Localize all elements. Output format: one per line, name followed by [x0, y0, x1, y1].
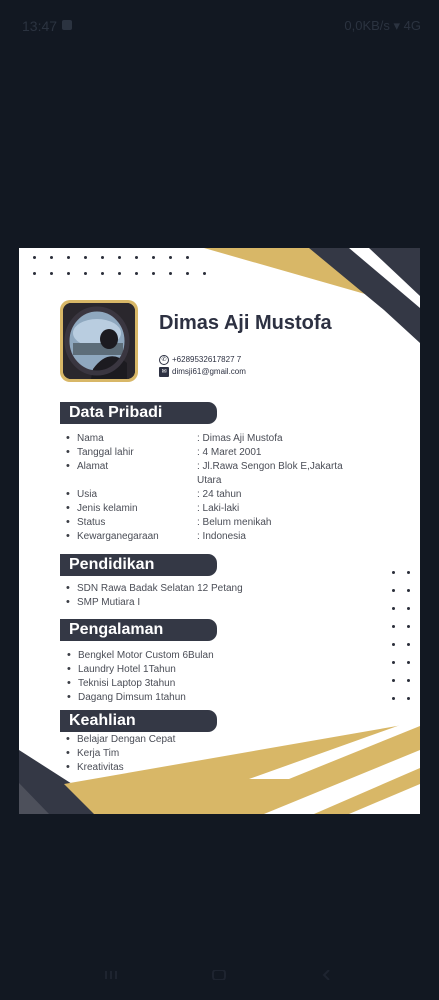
notification-icon	[62, 20, 72, 30]
navigation-bar	[0, 950, 439, 1000]
photo-illustration	[63, 303, 135, 379]
section-header-education: Pendidikan	[60, 554, 217, 576]
status-bar	[0, 0, 439, 50]
home-icon[interactable]	[212, 970, 226, 980]
list-item: • Teknisi Laptop 3tahun	[78, 678, 175, 689]
section-header-skills: Keahlian	[60, 710, 217, 732]
email-address: dimsji61@gmail.com	[172, 367, 246, 377]
recent-apps-icon[interactable]	[104, 970, 118, 980]
row-label: • Alamat	[77, 461, 108, 472]
list-item: • SDN Rawa Badak Selatan 12 Petang	[77, 583, 243, 594]
profile-photo	[60, 300, 138, 382]
list-item: • Kerja Tim	[77, 748, 119, 759]
photo-content	[63, 303, 135, 379]
status-indicators: 0,0KB/s ▾ 4G	[344, 18, 421, 33]
back-icon[interactable]	[320, 970, 334, 980]
contact-email	[159, 367, 246, 377]
row-value: : Indonesia	[197, 531, 246, 542]
row-value: : Belum menikah	[197, 517, 272, 528]
list-item: • Belajar Dengan Cepat	[77, 734, 175, 745]
status-time: 13:47	[22, 18, 58, 34]
cv-document[interactable]	[19, 248, 420, 814]
list-item: • Kreativitas	[77, 762, 124, 773]
phone-icon: ✆	[159, 355, 169, 365]
phone-number: +6289532617827 7	[172, 355, 242, 365]
list-item: • Dagang Dimsum 1tahun	[78, 692, 186, 703]
row-value-continued: Utara	[197, 475, 222, 486]
section-header-experience: Pengalaman	[60, 619, 217, 641]
row-value: : 4 Maret 2001	[197, 447, 262, 458]
row-label: • Kewarganegaraan	[77, 531, 159, 542]
list-item: • Bengkel Motor Custom 6Bulan	[78, 650, 214, 661]
profile-name: Dimas Aji Mustofa	[159, 312, 332, 334]
row-label: • Nama	[77, 433, 104, 444]
list-item: • SMP Mutiara I	[77, 597, 140, 608]
row-value: : Jl.Rawa Sengon Blok E,Jakarta	[197, 461, 343, 472]
row-value: : Laki-laki	[197, 503, 240, 514]
section-header-personal: Data Pribadi	[60, 402, 217, 424]
mail-icon: ✉	[159, 367, 169, 377]
row-value: : 24 tahun	[197, 489, 242, 500]
row-value: : Dimas Aji Mustofa	[197, 433, 283, 444]
contact-phone	[159, 355, 241, 365]
row-label: • Status	[77, 517, 105, 528]
list-item: • Laundry Hotel 1Tahun	[78, 664, 176, 675]
row-label: • Usia	[77, 489, 97, 500]
row-label: • Jenis kelamin	[77, 503, 138, 514]
row-label: • Tanggal lahir	[77, 447, 134, 458]
